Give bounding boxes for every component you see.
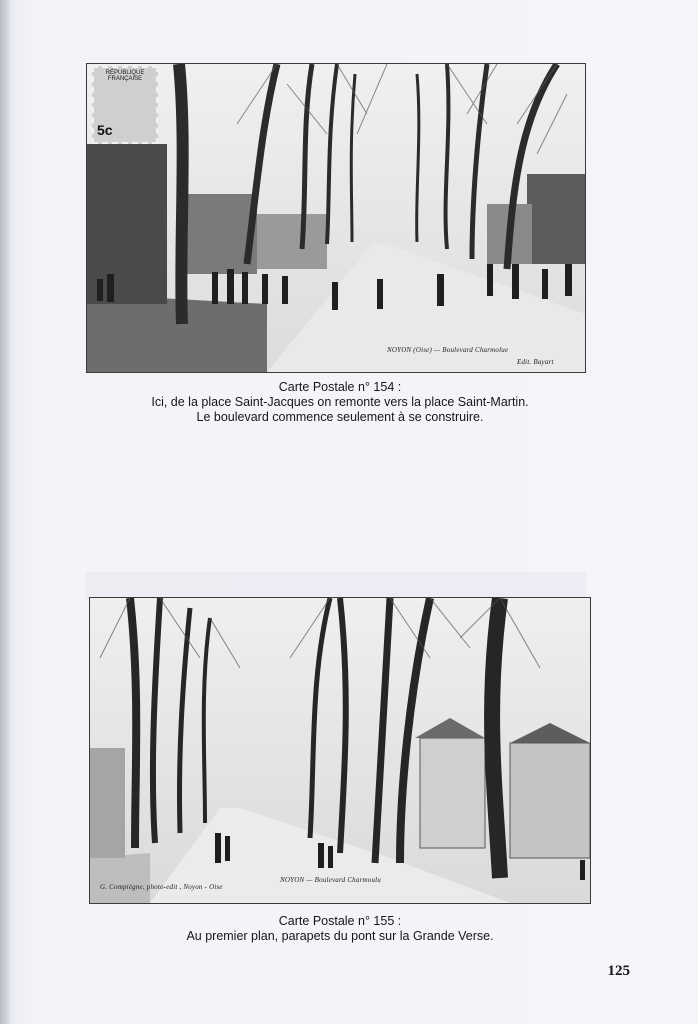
show-through-shadow xyxy=(86,572,586,600)
photo-155-publisher: G. Compiègne, photo-edit , Noyon - Oise xyxy=(100,883,223,891)
photo-154-caption: NOYON (Oise) — Boulevard Charmolue xyxy=(387,346,509,354)
stamp-value: 5c xyxy=(97,122,113,138)
postcard-154-title: Carte Postale n° 154 : xyxy=(278,380,402,394)
postage-stamp xyxy=(92,66,158,144)
postcard-155-line-1: Au premier plan, parapets du pont sur la Grande Verse. xyxy=(186,929,494,943)
photo-155-illustration xyxy=(90,598,590,903)
postcard-photo-155 xyxy=(89,597,591,904)
photo-155-caption: NOYON — Boulevard Charmoulu xyxy=(280,876,382,884)
postcard-154-line-1: Ici, de la place Saint-Jacques on remonte vers la place Saint-Martin. xyxy=(151,395,529,409)
postcard-155-title: Carte Postale n° 155 : xyxy=(278,914,402,928)
stamp-country: RÉPUBLIQUE FRANÇAISE xyxy=(105,70,145,82)
postcard-photo-154 xyxy=(86,63,586,373)
postcard-154-caption xyxy=(100,380,580,425)
photo-154-publisher: Edit. Bayart xyxy=(517,358,554,366)
photo-154-illustration xyxy=(87,64,585,372)
page-gutter xyxy=(0,0,10,1024)
page-number: 125 xyxy=(607,963,630,979)
postcard-154-line-2: Le boulevard commence seulement à se construire. xyxy=(196,410,484,424)
postcard-155-caption xyxy=(100,914,580,944)
